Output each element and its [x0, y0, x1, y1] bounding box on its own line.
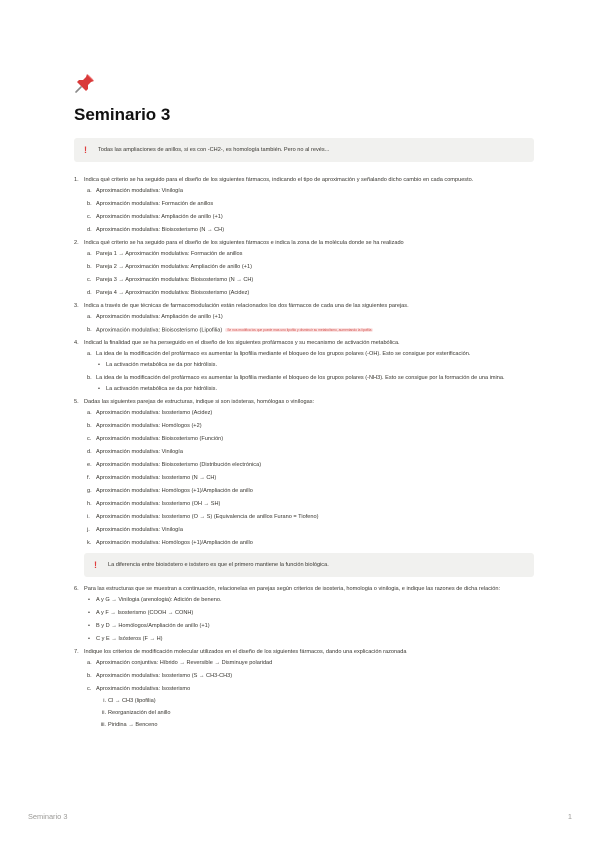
answer-list: [84, 187, 534, 234]
question-number: 3.: [74, 303, 79, 309]
question-item: [74, 648, 534, 729]
highlight-note: Se nos modifica los que puede mas uno lipofilo y disminuir su metabolismo, aumentando la lipofilia: [227, 328, 372, 332]
answer-item: c. Aproximación modulativa: Ampliación de anillo (+1): [87, 214, 223, 220]
exclamation-icon: !: [94, 560, 97, 571]
question-text: Dadas las siguientes parejas de estructuras, indique si son isósteras, homólogas o vinílogas:: [84, 399, 315, 406]
callout-note: [74, 138, 534, 162]
question-text: Indica qué criterio se ha seguido para el diseño de los siguientes fármacos, indicando el tipo de aproximación y señalando dicho cambio en cada compuesto.: [84, 177, 474, 183]
answer-list: [84, 313, 534, 334]
answer-item: b. Aproximación modulativa: Homólogos (+2): [87, 423, 202, 430]
question-text: Indique los criterios de modificación molecular utilizados en el diseño de los siguientes fármacos, dando una explicación razonada: [84, 649, 407, 656]
question-number: 2.: [74, 240, 79, 246]
answer-list: [84, 250, 534, 297]
answer-item: b. Aproximación modulativa: Isosterismo (S → CH3-CH3): [87, 673, 233, 680]
answer-item: j. Aproximación modulativa: Vinilogía: [87, 527, 183, 534]
pushpin-icon: [74, 72, 534, 98]
callout-text: Todas las ampliaciones de anillos, si es con -CH2-, es homología también. Pero no al revés...: [98, 147, 330, 153]
question-text: Indicad la finalidad que se ha perseguido en el diseño de los siguientes profármacos y su mecanismo de activación metabólica.: [84, 340, 400, 347]
bullet-list: [84, 596, 534, 643]
question-item: [74, 585, 534, 643]
bullet-list: [96, 385, 534, 393]
answer-list: [84, 409, 534, 547]
bullet-item: • C y E → Isósteros (F → H): [84, 635, 534, 643]
page-title: Seminario 3: [74, 105, 171, 124]
bullet-item: • A y G → Vinilogia (arenologia): Adición de beneno.: [84, 596, 534, 604]
document-page: [74, 72, 534, 734]
answer-item: a. Aproximación modulativa: Vinilogía: [87, 188, 183, 194]
page-footer: [28, 812, 572, 821]
question-item: [74, 302, 534, 334]
answer-item: b. Aproximación modulativa: Formación de anillos: [87, 201, 214, 207]
question-number: 5.: [74, 399, 79, 406]
question-item: [74, 176, 534, 234]
answer-item: c. Aproximación modulativa: Bioisosterismo (Función): [87, 436, 224, 443]
question-number: 6.: [74, 586, 79, 593]
question-item: [74, 339, 534, 393]
question-text: Indica qué criterio se ha seguido para el diseño de los siguientes fármacos e indica la zona de la molécula donde se ha realizado: [84, 240, 404, 246]
question-text: Indica a través de que técnicas de farmacomodulación están relacionados los dos fármacos de cada una de las siguientes parejas.: [84, 303, 409, 309]
roman-item: iii. Piridina → Benceno: [100, 722, 158, 729]
question-item: [74, 239, 534, 297]
answer-item: c. Pareja 3 → Aproximación modulativa: Bioisosterismo (N → CH): [87, 277, 254, 283]
answer-item: a. Aproximación modulativa: Isosterismo (Acidez): [87, 410, 213, 417]
answer-item: f. Aproximación modulativa: Isosterismo (N → CH): [87, 475, 217, 482]
answer-item: e. Aproximación modulativa: Bioisosterismo (Distribución electrónica): [87, 462, 262, 469]
answer-item: h. Aproximación modulativa: Isosterismo (OH → SH): [87, 501, 221, 508]
answer-item: d. Aproximación modulativa: Bioisosterismo (N → CH): [87, 227, 225, 233]
answer-item: g. Aproximación modulativa: Homólogos (+1)/Ampliación de anillo: [87, 488, 253, 495]
bullet-item: • La activación metabólica se da por hidrólisis.: [96, 385, 534, 393]
answer-item: b. Pareja 2 → Aproximación modulativa: Ampliación de anillo (+1): [87, 264, 252, 270]
bullet-item: • La activación metabólica se da por hidrólisis.: [96, 361, 534, 369]
bullet-item: • B y D → Homólogos/Ampliación de anillo (+1): [84, 622, 534, 630]
question-number: 4.: [74, 340, 79, 347]
question-number: 1.: [74, 177, 79, 183]
callout-note: [84, 553, 534, 577]
answer-list: [84, 659, 534, 729]
answer-item: b. Aproximación modulativa: Bioisosterismo (Lipofilia) Se nos modifica los que puede mas uno lipofilo y disminuir su metabolismo, aumentando la lipofilia: [87, 327, 372, 334]
roman-item: i. Cl → CH3 (lipofilia): [103, 698, 156, 705]
question-list: [74, 176, 534, 729]
question-text: Para las estructuras que se muestran a continuación, relacionelas en parejas según criterios de isosteria, homologia o vinilogia, e indique las razones de dicha relación:: [84, 586, 501, 593]
answer-item: a. La idea de la modificación del profármaco es aumentar la lipofilia mediante el bloqueo de los grupos polares (-OH). Esto se consigue por esterificación. • La activación metabólica se da por hidrólisis.: [84, 350, 534, 369]
answer-item: k. Aproximación modulativa: Homólogos (+1)/Ampliación de anillo: [87, 540, 253, 547]
bullet-item: • A y F → Isosterismo (COOH → CONH): [84, 609, 534, 617]
roman-item: ii. Reorganización del anillo: [101, 710, 171, 717]
bullet-list: [96, 361, 534, 369]
callout-text: La diferencia entre bioisóstero e isóstero es que el primero mantiene la función biológica.: [108, 562, 329, 569]
answer-item: d. Pareja 4 → Aproximación modulativa: Bioisosterismo (Acidez): [87, 290, 250, 296]
answer-item: b. La idea de la modificación del profármaco es aumentar la lipofilia mediante el bloqueo de los grupos polares (-NH3). Esto se consigue por la formación de una imina. • La activación metabólica se da por hidrólisis.: [84, 374, 534, 393]
answer-item: c. Aproximación modulativa: Isosterismo i. Cl → CH3 (lipofilia) ii. Reorganización del anillo iii. Piridina → Benceno: [84, 685, 534, 729]
answer-item: a. Pareja 1 → Aproximación modulativa: Formación de anillos: [87, 251, 243, 257]
roman-list: [96, 697, 534, 729]
question-number: 7.: [74, 649, 79, 656]
exclamation-icon: !: [84, 145, 87, 155]
answer-item: i. Aproximación modulativa: Isosterismo (O → S) (Equivalencia de anillos Furano = Tiofeno): [87, 514, 319, 521]
answer-item: a. Aproximación conjuntiva: Híbrido → Reversible → Disminuye polaridad: [87, 660, 273, 667]
question-item: [74, 398, 534, 577]
footer-title: Seminario 3: [28, 812, 68, 821]
answer-list: [84, 350, 534, 393]
answer-item: a. Aproximación modulativa: Ampliación de anillo (+1): [87, 314, 223, 320]
answer-item: d. Aproximación modulativa: Vinilogía: [87, 449, 183, 456]
page-number: 1: [567, 812, 572, 821]
